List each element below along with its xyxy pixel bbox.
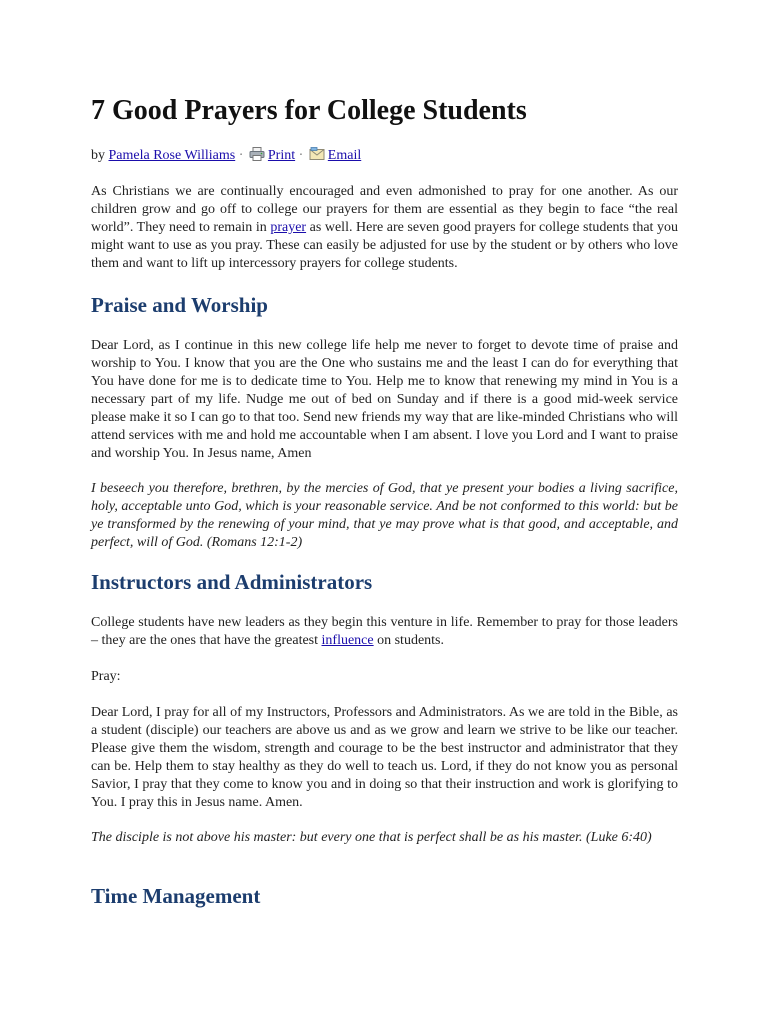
print-link[interactable]: Print [267, 148, 296, 163]
instructors-intro [91, 614, 678, 650]
praise-prayer: Dear Lord, as I continue in this new college life help me never to forget to devote time of praise and worship to You. I know that you are the One who sustains me and the least I can do for everything that You have done for me is to dedicate time to You. Help me to know that renewing my mind in You is a necessary part of my life. Nudge me out of bed on Sunday and if there is a good mid-week service please make it so I can go to that too. Send new friends my way that are like-minded Christians who will attend services with me and hold me accountable when I am absent. I love you Lord and I want to praise and worship You. In Jesus name, Amen [91, 338, 678, 461]
byline [91, 147, 361, 165]
pray-label: Pray: [91, 669, 121, 684]
instructors-intro-text: on students. [373, 633, 444, 648]
prayer-link[interactable]: prayer [270, 220, 307, 235]
email-link[interactable]: Email [327, 148, 362, 163]
author-link[interactable]: Pamela Rose Williams [108, 148, 236, 163]
article-title: 7 Good Prayers for College Students [91, 95, 527, 126]
instructors-prayer: Dear Lord, I pray for all of my Instructors, Professors and Administrators. As we are told in the Bible, as a student (disciple) our teachers are above us and as we grow and learn we strive to be like our teacher. Please give them the wisdom, strength and courage to be the best instructor and administrator that they can be. Help them to stay healthy as they do well to teach us. Lord, if they do not know you as personal Savior, I pray that they come to know you and in doing so that their instruction and work is glorifying to You. I pray this in Jesus name. Amen. [91, 705, 678, 810]
influence-link[interactable]: influence [321, 633, 374, 648]
instructors-intro-text: College students have new leaders as they begin this venture in life. Remember to pray for those leaders – they are the ones that have the greatest [91, 615, 678, 648]
envelope-icon[interactable] [309, 147, 325, 161]
intro-text: as well. Here are seven good prayers for college students that you might want to use as you pray. These can easily be adjusted for use by the student or by others who love them and want to lift up intercessory prayers for college students. [91, 220, 679, 271]
section-heading-time-management: Time Management [91, 884, 261, 908]
section-heading-praise-worship: Praise and Worship [91, 293, 268, 317]
intro-paragraph [91, 183, 678, 273]
byline-prefix: by [91, 148, 109, 163]
intro-text: As Christians we are continually encouraged and even admonished to pray for one another. As our children grow and go off to college our prayers for them are essential as they begin to face “the real world”. They need to remain in [91, 184, 678, 235]
luke-verse: The disciple is not above his master: but every one that is perfect shall be as his master. (Luke 6:40) [91, 830, 652, 845]
byline-separator: · [295, 148, 307, 163]
byline-separator: · [235, 148, 247, 163]
printer-icon[interactable] [249, 147, 265, 161]
romans-verse: I beseech you therefore, brethren, by the mercies of God, that ye present your bodies a living sacrifice, holy, acceptable unto God, which is your reasonable service. And be not conformed to this world: but be ye transformed by the renewing of your mind, that ye may prove what is that good, and acceptable, and perfect, will of God. (Romans 12:1-2) [91, 481, 678, 550]
section-heading-instructors: Instructors and Administrators [91, 570, 373, 594]
